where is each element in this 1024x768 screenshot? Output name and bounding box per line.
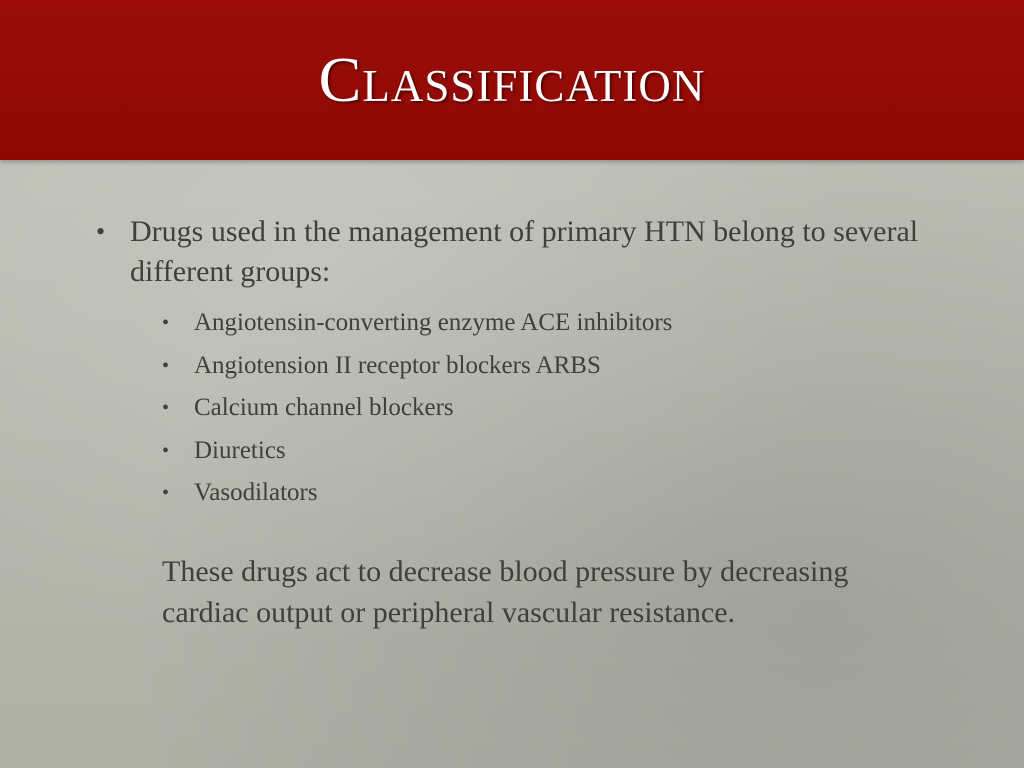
list-item — [162, 430, 956, 473]
list-item-text: Angiotension II receptor blockers ARBS — [194, 351, 601, 379]
bullet-marker: • — [162, 312, 170, 334]
list-item-text: Calcium channel blockers — [194, 394, 454, 421]
main-bullet — [96, 212, 956, 292]
list-item — [162, 472, 956, 515]
list-item-text: Diuretics — [194, 436, 286, 464]
list-item — [162, 387, 956, 430]
bullet-marker: • — [162, 482, 170, 504]
list-item — [162, 345, 956, 388]
slide-content — [96, 212, 956, 633]
list-item-text: Vasodilators — [194, 479, 318, 506]
list-item-text: Angiotensin-converting enzyme ACE inhibitors — [194, 309, 673, 336]
slide-title: Classification — [318, 44, 706, 115]
title-bar — [0, 0, 1024, 160]
summary-paragraph: These drugs act to decrease blood pressure by decreasing cardiac output or peripheral vascular resistance. — [162, 554, 849, 629]
main-bullet-text: Drugs used in the management of primary HTN belong to several different groups: — [130, 215, 919, 288]
list-item — [162, 302, 956, 345]
bullet-marker: • — [162, 354, 170, 377]
drug-group-list — [162, 302, 956, 515]
bullet-marker: • — [162, 439, 170, 462]
bullet-marker: • — [96, 217, 106, 246]
bullet-marker: • — [162, 397, 170, 419]
